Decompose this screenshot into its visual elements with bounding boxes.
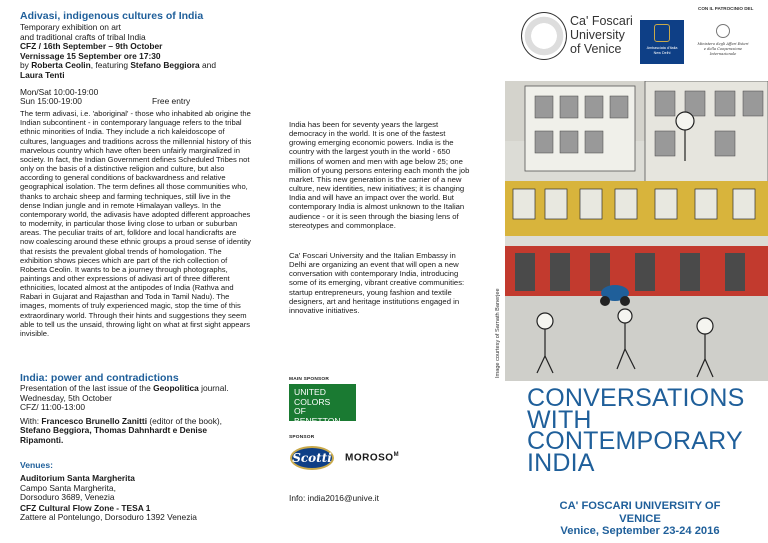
moroso-logo (345, 452, 399, 463)
intro-paragraph: India has been for seventy years the largest democracy in the world. It is one of the fastest growing emerging economic powers. India is the country with the largest youth in the world - 650 millions of women and men with age below 25; one million of young persons entering each month the job market. This new generation is the carrier of a new culture, new identities, new initiatives; it is changing India and will have an impact over the world. But contemporary India is almost unknown to the Italian audience - or it is seen through the biasing lens of stereotypes and commonplace. (289, 120, 470, 230)
free-entry: Free entry (152, 96, 191, 107)
benetton-line1: UNITED COLORS (294, 387, 331, 407)
and-text: and (199, 60, 216, 71)
power-speakers (20, 417, 252, 446)
venue2-address: Zattere al Pontelungo, Dorsoduro 1392 Venezia (20, 512, 197, 523)
venues-title: Venues: (20, 460, 53, 470)
emblem-icon (654, 24, 670, 42)
exhibit-title: Adivasi, indigenous cultures of India (20, 10, 204, 22)
title-line3: CONTEMPORARY (527, 427, 743, 455)
featuring-name: Stefano Beggiora (130, 60, 200, 71)
ministry-block (693, 24, 753, 57)
exhibit-subtitle-2: and traditional crafts of tribal India (20, 31, 146, 42)
venue1-line2: Dorsoduro 3689, Venezia (20, 492, 115, 503)
venue1-name: Auditorium Santa Margherita (20, 473, 135, 483)
venue1-line1: Campo Santa Margherita, (20, 482, 116, 493)
speaker-editor: Francesco Brunello Zanitti (41, 415, 148, 426)
event-title (527, 384, 757, 477)
power-place: CFZ/ 11:00-13:00 (20, 402, 86, 413)
power-section (20, 372, 252, 446)
journal-name: Geopolitica (153, 383, 199, 393)
event-footer (540, 500, 740, 538)
power-date: Wednesday, 5th October (20, 392, 112, 403)
republic-emblem-icon (716, 24, 730, 38)
ca-foscari-seal-icon (521, 12, 567, 60)
image-credit: Image courtesy of Sarnath Banerjee (495, 288, 501, 378)
embassy-line2: New Delhi (653, 50, 671, 55)
ministry-line1: Ministero degli Affari Esteri (697, 42, 749, 46)
vernissage: Vernissage 15 September ore 17:30 (20, 50, 161, 61)
opening-hours (20, 88, 252, 108)
moroso-mark: M (393, 452, 400, 458)
info-line (289, 493, 379, 503)
scotti-logo: Scotti (290, 446, 334, 470)
artwork-illustration (505, 81, 768, 381)
benetton-line2: OF BENETTON. (294, 406, 344, 426)
title-line2: WITH (527, 405, 592, 434)
speaker-names: Stefano Beggiora, Thomas Dahnhardt e Denise Ripamonti. (20, 425, 208, 445)
venue2-name: CFZ Cultural Flow Zone - TESA 1 (20, 502, 151, 513)
with-prefix: With: (20, 415, 42, 426)
university-logo-text (570, 14, 633, 56)
organizers-paragraph: Ca' Foscari University and the Italian Embassy in Delhi are organizing an event that will open a new conversation with contemporary India, introducing some of its emerging, vibrant creative communities: startup entrepreneurs, young fashion and textile designers, art and heritage institutions engaged in innovative initiatives. (289, 251, 465, 315)
ministry-line2: e della Cooperazione Internazionale (703, 47, 743, 56)
main-sponsor-label: MAIN SPONSOR (289, 377, 329, 382)
power-title: India: power and contradictions (20, 372, 179, 384)
moroso-text: MOROSO (345, 452, 394, 464)
footer-date: Venice, September 23-24 2016 (560, 525, 720, 537)
benetton-logo (289, 384, 356, 426)
venues-section (20, 460, 260, 523)
title-line4: INDIA (527, 448, 595, 477)
sponsor-label: SPONSOR (289, 435, 315, 440)
exhibit-subtitle-1: Temporary exhibition on art (20, 22, 122, 32)
power-pres-suffix: journal. (198, 383, 229, 393)
embassy-line1: Ambasciata d'Italia (646, 46, 678, 50)
curator-name: Roberta Ceolin (31, 60, 91, 71)
laura-name: Laura Tenti (20, 69, 65, 80)
patrocinio-label: CON IL PATROCINIO DEL (698, 6, 754, 11)
power-pres-text: Presentation of the last issue of the (20, 383, 154, 393)
featuring-text: , featuring (90, 60, 131, 71)
hours-sunday: Sun 15:00-19:00 (20, 96, 82, 107)
title-line1: CONVERSATIONS (527, 384, 745, 412)
embassy-badge (640, 20, 684, 64)
exhibit-description: The term adivasi, i.e. 'aboriginal' - those who inhabited ab origine the Indian subcontinent - in contemporary language refers to the tribal ethnic minorities of India. They include a rich kaleidoscope of cultures, languages and traditions across the millennial history of this marvelous country which have often been unfairly marginalized in society. In fact, the Indian Government defines Scheduled Tribes not only on the basis of a distinctive religion and culture, but also according to general conditions of backwardness and relative geographical isolation. The term defines all those communities who, thanks to archaic sheep and farming techniques, still live in the dense Indian jungle and in remote Himalayan valleys. In the contemporary world, the adivasis have adopted different approaches to modernity, in particular those living close to urban or suburban areas. The peculiar traits of art, folklore and local handicrafts are now coalescing around these ethnic groups a proud sense of identity that resists the prevalent global trends of homologation. The exhibition shows pieces which are part of the rich collection of Roberta Ceolin. It wants to be a journey through photographs, paintings and other expressions of adivasi art of three different ethnicities, located almost at the antipodes of India (Rathva and Rabari in Gujarat and Rajasthan and Toda in Tamil Nadu). The images, moments of truly experienced magic, stop the time of this extraordinary world. Through their hints and suggestions they seem able to tell us the unsaid, throwing light on what at first sight appears invisible. (20, 109, 252, 338)
exhibit-dates: CFZ / 16th September – 9th October (20, 41, 163, 52)
university-line3: of Venice (570, 42, 622, 56)
info-email: india2016@unive.it (307, 493, 379, 503)
hours-weekday: Mon/Sat 10:00-19:00 (20, 86, 99, 97)
university-line1: Ca' Foscari (570, 14, 633, 28)
info-label: Info: (289, 493, 308, 503)
exhibition-column (20, 10, 252, 338)
by-prefix: by (20, 60, 32, 71)
speaker-role: (editor of the book), (147, 415, 222, 426)
university-line2: University (570, 28, 625, 42)
footer-organizer: CA' FOSCARI UNIVERSITY OF VENICE (559, 500, 721, 525)
